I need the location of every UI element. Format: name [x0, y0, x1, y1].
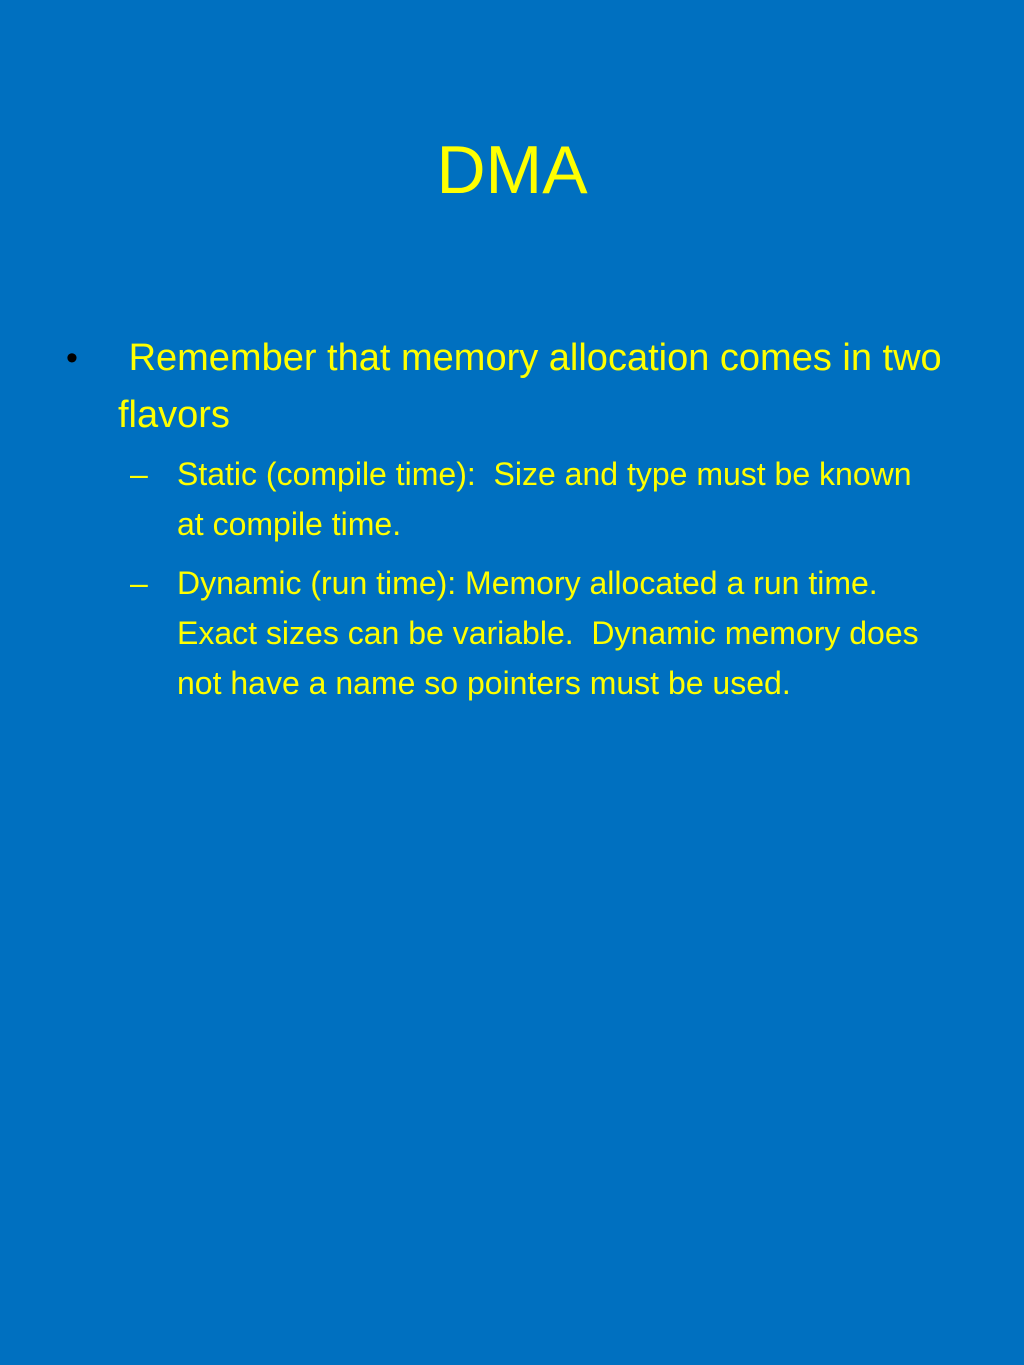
sub-bullet-item-dynamic	[66, 558, 947, 708]
bullet-list	[66, 330, 953, 717]
bullet-item	[66, 330, 953, 444]
bullet-dot-icon: •	[66, 339, 78, 377]
dash-icon: –	[130, 456, 148, 492]
sub-bullet-text: Dynamic (run time): Memory allocated a run time. Exact sizes can be variable. Dynamic memory does not have a name so pointers must be used.	[177, 565, 928, 701]
sub-bullet-list	[66, 449, 946, 708]
sub-bullet-text: Static (compile time): Size and type must be known at compile time.	[177, 456, 921, 542]
bullet-text: Remember that memory allocation comes in two flavors	[118, 337, 953, 436]
slide-title: DMA	[436, 132, 588, 208]
dash-icon: –	[130, 565, 148, 601]
sub-bullet-item-static	[66, 449, 947, 549]
